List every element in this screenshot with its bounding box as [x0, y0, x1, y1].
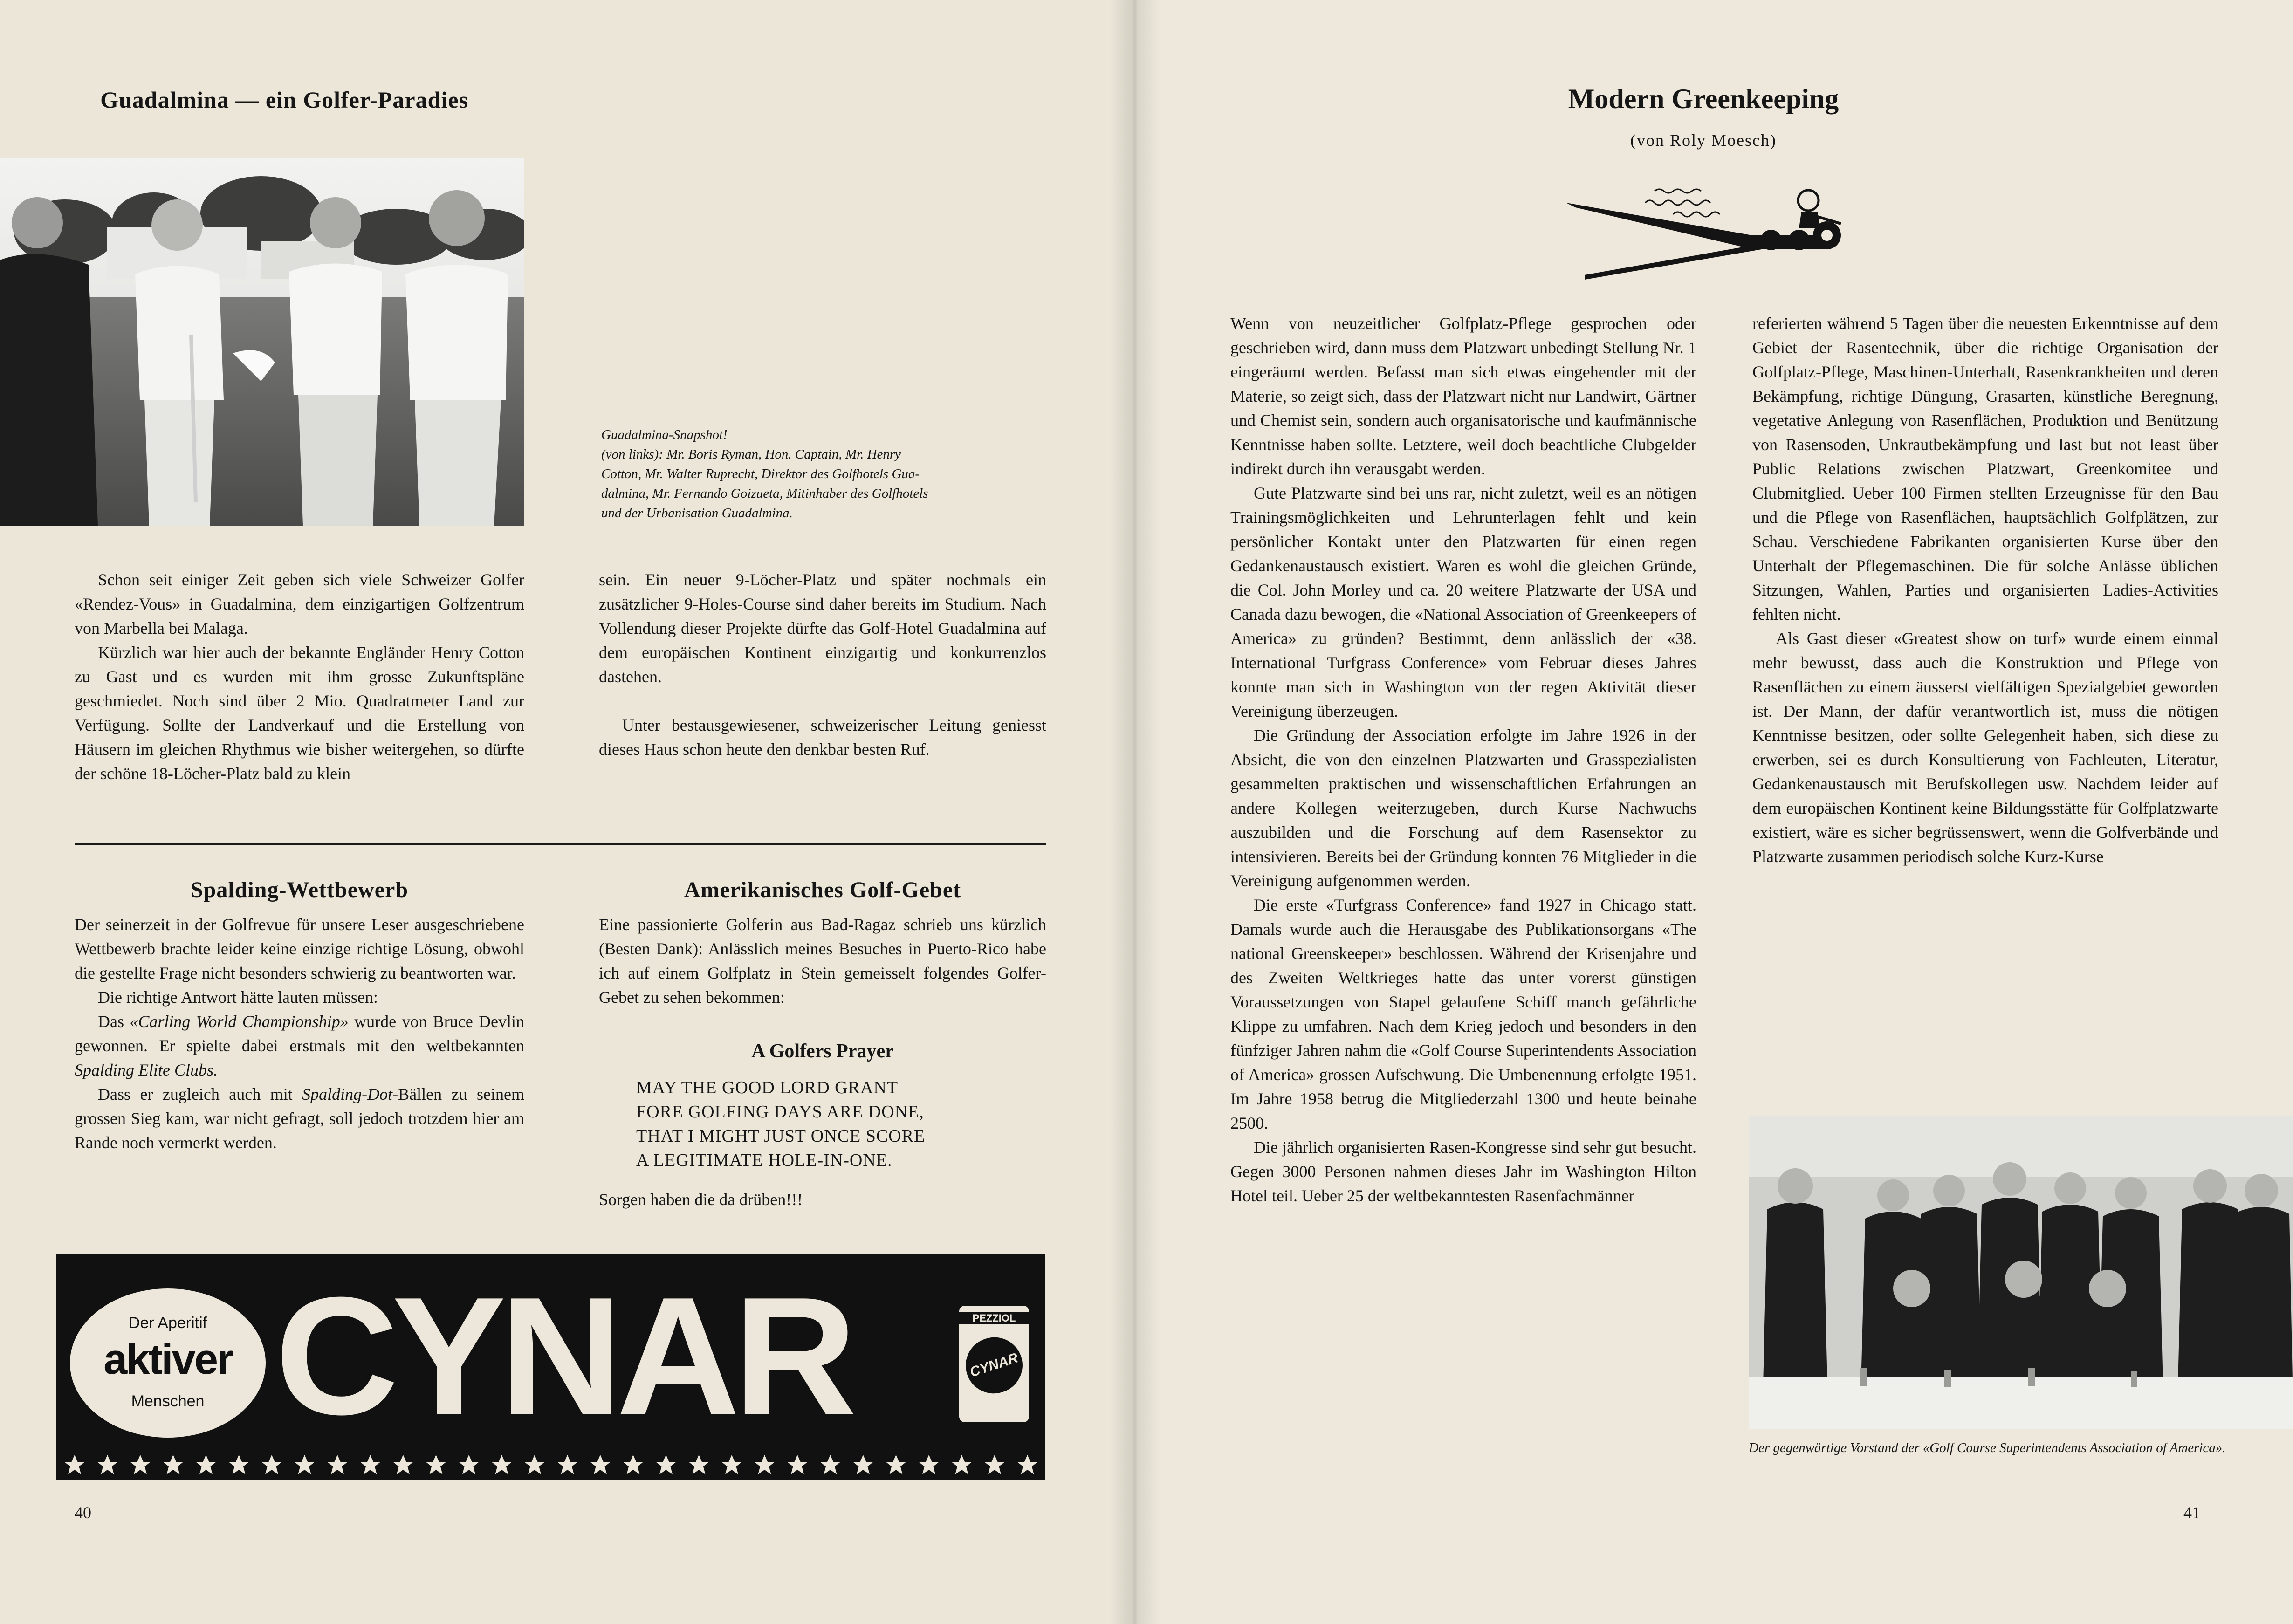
golfers-photo-image — [0, 158, 524, 526]
left-page — [0, 0, 1133, 1624]
star-icon — [393, 1455, 413, 1474]
star-icon — [984, 1455, 1005, 1474]
caption-line: Cotton, Mr. Walter Ruprecht, Direktor des Golfhotels Gua- — [601, 466, 920, 481]
paragraph: Die jährlich organisierten Rasen-Kongresse sind sehr gut besucht. Gegen 3000 Personen nahmen dieses Jahr im Washington Hilton Hotel teil. Ueber 25 der weltbekanntesten Rasenfachmänner — [1230, 1138, 1696, 1205]
cynar-advertisement — [56, 1254, 1045, 1480]
bottle-brand: CYNAR — [959, 1330, 1029, 1401]
star-icon — [820, 1455, 841, 1474]
star-icon — [229, 1455, 249, 1474]
star-icon — [295, 1455, 315, 1474]
caption-line: (von links): Mr. Boris Ryman, Hon. Captain, Mr. Henry — [601, 447, 901, 462]
star-icon — [1017, 1455, 1038, 1474]
paragraph: Kürzlich war hier auch der bekannte Engländer Henry Cotton zu Gast und es wurden mit ihm grosse Zukunftspläne geschmiedet. Noch sind über 2 Mio. Quadratmeter Land zur Verfügung. Sollte der Landverkauf und die Erstellung von Häusern im gleichen Rhythmus wie bisher weitergehen, so dürfte der schöne 18-Löcher-Platz bald zu klein — [75, 643, 524, 783]
ball-name: Spalding-Dot — [302, 1085, 393, 1103]
paragraph: Die Gründung der Association erfolgte im Jahre 1926 in der Absicht, die von den einzelnen Platzwarten und Grasspezialisten gesammelten praktischen und wissenschaftlichen Erfahrungen an andere Kollegen weiterzugeben, durch Kurse Nachwuchs auszubilden und die Forschung auf dem Rasensektor zu intensivieren. Bereits bei der Gründung konnten 76 Mitglieder in die Vereinigung aufgenommen werden. — [1230, 726, 1696, 890]
greenkeeping-column-1 — [1230, 311, 1696, 1208]
star-icon — [557, 1455, 578, 1474]
page-number-left: 40 — [75, 1503, 91, 1522]
prayer-line: MAY THE GOOD LORD GRANT — [636, 1078, 899, 1097]
paragraph: Eine passionierte Golferin aus Bad-Ragaz schrieb uns kürzlich (Besten Dank): Anlässlich meines Besuches in Puerto-Rico habe ich auf einem Golfplatz in Stein gemeisselt folgendes Golfer-Gebet zu sehen bekommen: — [599, 915, 1046, 1007]
ad-line-1: Der Aperitif — [128, 1314, 207, 1332]
paragraph — [75, 1082, 524, 1155]
paragraph: Als Gast dieser «Greatest show on turf» wurde einem einmal mehr bewusst, dass auch die Konstruktion und Pflege von Rasenflächen zu einem äusserst vielfältigen Spezialgebiet geworden ist. Der Mann, der dafür verantwortlich ist, muss die nötigen Kenntnisse besitzen, oder sollte Gelegenheit haben, sich diese zu erwerben, sei es durch Konsultierung von Fachleuten, Literatur, Gedankenaustausch mit Berufskollegen usw. Nachdem leider auf dem europäischen Kontinent keine Bildungsstätte für Golfplatzwarte existiert, wäre es sicher begrüssenswert, wenn die Golfverbände und Platzwarte zusammen periodisch solche Kurz-Kurse — [1752, 629, 2218, 866]
paragraph: Die richtige Antwort hätte lauten müssen: — [98, 988, 378, 1007]
paragraph: Der seinerzeit in der Golfrevue für unsere Leser ausgeschriebene Wettbewerb brachte leider keine einzige richtige Lösung, obwohl die gestellte Frage nicht besonders schwierig zu beantworten war. — [75, 915, 524, 982]
cynar-bottle — [959, 1306, 1029, 1422]
championship-name: «Carling World Championship» — [130, 1012, 349, 1031]
ad-line-3: Menschen — [131, 1392, 205, 1410]
club-name: Spalding Elite Clubs. — [75, 1061, 218, 1079]
paragraph: Schon seit einiger Zeit geben sich viele Schweizer Golfer «Rendez-Vous» in Guadalmina, dem einzigartigen Golfzentrum von Marbella bei Malaga. — [75, 570, 524, 637]
paragraph — [75, 1009, 524, 1082]
paragraph: Gute Platzwarte sind bei uns rar, nicht zuletzt, weil es an nötigen Trainingsmöglichkeiten und Lehrunterlagen fehlt und kein persönlicher Kontakt unter den Platzwarten für einen regen Gedankenaustausch existiert. Waren es wohl die gleichen Gründe, die Col. John Morley und ca. 20 weitere Platzwarte der USA und Canada dazu bewogen, die «National Association of Greenkeepers of America» zu gründen? Bestimmt, denn anlässlich der «38. International Turfgrass Conference» vom Februar dieses Jahres konnte man sich in Washington von der regen Aktivität dieser Vereinigung überzeugen. — [1230, 484, 1696, 720]
star-icon — [196, 1455, 216, 1474]
star-icon — [163, 1455, 184, 1474]
board-group-photo — [1749, 1116, 2293, 1429]
text: Das — [98, 1012, 130, 1031]
star-icon — [261, 1455, 282, 1474]
star-icon — [492, 1455, 512, 1474]
board-group-photo-image — [1749, 1116, 2293, 1429]
star-icon — [886, 1455, 906, 1474]
golfers-photo-caption — [601, 425, 1049, 523]
prayer-line: FORE GOLFING DAYS ARE DONE, — [636, 1102, 924, 1122]
star-icon — [721, 1455, 742, 1474]
prayer-line: THAT I MIGHT JUST ONCE SCORE — [636, 1126, 926, 1146]
gebet-body — [599, 912, 1046, 1009]
text: Dass er zugleich auch mit — [98, 1085, 302, 1103]
cynar-logo: CYNAR — [275, 1262, 851, 1450]
gebet-title: Amerikanisches Golf-Gebet — [684, 877, 961, 902]
right-page — [1133, 0, 2293, 1624]
byline: (von Roly Moesch) — [1630, 131, 1777, 150]
star-icon — [656, 1455, 676, 1474]
guadalmina-column-2 — [599, 568, 1046, 761]
lawnmower-icon — [1566, 179, 1864, 287]
star-icon — [97, 1455, 118, 1474]
star-icon — [952, 1455, 972, 1474]
caption-line: und der Urbanisation Guadalmina. — [601, 506, 793, 521]
paragraph: referierten während 5 Tagen über die neuesten Erkenntnisse auf dem Gebiet der Rasentechnik, über die richtige Organisation der Golfplatz-Pflege, Maschinen-Unterhalt, Rasenkrankheiten und deren Bekämpfung, richtige Düngung, Grasarten, künstliche Beregnung, vegetative Anlegung von Rasenflächen, Produktion und Benützung von Rasensoden, Unkrautbekämpfung und last but not least über Public Relations zwischen Platzwart, Greenkomitee und Clubmitglied. Ueber 100 Firmen stellten Erzeugnisse für den Bau und die Pflege von Rasenflächen, hauptsächlich Golfplätzen, zur Schau. Verschiedene Fabrikanten organisierten Kurse über den Unterhalt der Pflegemaschinen. Die für solche Anlässe üblichen Sitzungen, Wahlen, Parties und organisierten Ladies-Activities fehlten nicht. — [1752, 314, 2218, 624]
caption-line: Guadalmina-Snapshot! — [601, 427, 728, 442]
star-icon — [787, 1455, 808, 1474]
prayer-text — [636, 1076, 1046, 1172]
bottle-label: PEZZIOL — [959, 1312, 1029, 1324]
prayer-line: A LEGITIMATE HOLE-IN-ONE. — [636, 1151, 892, 1170]
board-photo-caption: Der gegenwärtige Vorstand der «Golf Course Superintendents Association of America». — [1749, 1440, 2226, 1455]
star-border-icon — [56, 1449, 1045, 1480]
prayer-title: A Golfers Prayer — [751, 1041, 894, 1062]
spalding-body — [75, 912, 524, 1155]
paragraph: Wenn von neuzeitlicher Golfplatz-Pflege gesprochen oder geschrieben wird, dann muss dem Platzwart unbedingt Stellung Nr. 1 eingeräumt werden. Befasst man sich etwas eingehender mit der Materie, so zeigt sich, dass der Platzwart nicht nur Landwirt, Gärtner und Chemist sein, sondern auch organisatorische und kaufmännische Kenntnisse haben sollte. Letztere, weil doch beachtliche Clubgelder indirekt durch ihn verausgabt werden. — [1230, 314, 1696, 478]
page-number-right: 41 — [2183, 1503, 2200, 1522]
golfers-photo — [0, 158, 524, 526]
star-icon — [64, 1455, 85, 1474]
star-icon — [327, 1455, 348, 1474]
star-icon — [360, 1455, 381, 1474]
star-icon — [853, 1455, 873, 1474]
star-icon — [426, 1455, 446, 1474]
book-gutter — [1109, 0, 1160, 1624]
greenkeeping-title: Modern Greenkeeping — [1568, 83, 1839, 114]
caption-line: dalmina, Mr. Fernando Goizueta, Mitinhaber des Golfhotels — [601, 486, 928, 501]
star-icon — [919, 1455, 939, 1474]
star-icon — [459, 1455, 479, 1474]
star-icon — [623, 1455, 644, 1474]
gebet-closing: Sorgen haben die da drüben!!! — [599, 1190, 803, 1209]
guadalmina-column-1 — [75, 568, 524, 786]
ad-line-2: aktiver — [103, 1336, 232, 1383]
paragraph: sein. Ein neuer 9-Löcher-Platz und später nochmals ein zusätzlicher 9-Holes-Course sind daher bereits im Studium. Nach Vollendung dieser Projekte dürfte das Golf-Hotel Guadalmina auf dem europäischen Kontinent einzigartig und konkurrenzlos dastehen. — [599, 570, 1046, 686]
star-icon — [524, 1455, 545, 1474]
section-divider — [75, 843, 1046, 845]
guadalmina-title: Guadalmina — ein Golfer-Paradies — [100, 87, 468, 113]
greenkeeping-column-2 — [1752, 311, 2218, 869]
text: -Bällen zu seinem grossen Sieg kam, war nicht gefragt, soll jedoch trotzdem hier am Rande noch vermerkt werden. — [75, 1085, 524, 1152]
paragraph: Unter bestausgewiesener, schweizerischer Leitung geniesst dieses Haus schon heute den denkbar besten Ruf. — [599, 716, 1046, 759]
star-icon — [130, 1455, 151, 1474]
star-icon — [590, 1455, 611, 1474]
text: wurde von Bruce Devlin gewonnen. Er spielte dabei erstmals mit den weltbekannten — [75, 1012, 524, 1055]
star-icon — [755, 1455, 775, 1474]
paragraph: Die erste «Turfgrass Conference» fand 1927 in Chicago statt. Damals wurde auch die Herausgabe des Publikationsorgans «The national Greenskeeper» beschlossen. Während der Krisenjahre und des Zweiten Weltkrieges hatte das unter vorerst günstigen Voraussetzungen von Stapel gelaufene Schiff manch gefährliche Klippe zu umfahren. Nach dem Krieg jedoch und besonders in den fünfziger Jahren nahm die «Golf Course Superintendents Association of America» grossen Aufschwung. Die Umbenennung erfolgte 1951. Im Jahre 1958 betrug die Mitgliederzahl 1300 und heute beinahe 2500. — [1230, 896, 1696, 1132]
star-icon — [689, 1455, 709, 1474]
spalding-title: Spalding-Wettbewerb — [190, 877, 409, 902]
